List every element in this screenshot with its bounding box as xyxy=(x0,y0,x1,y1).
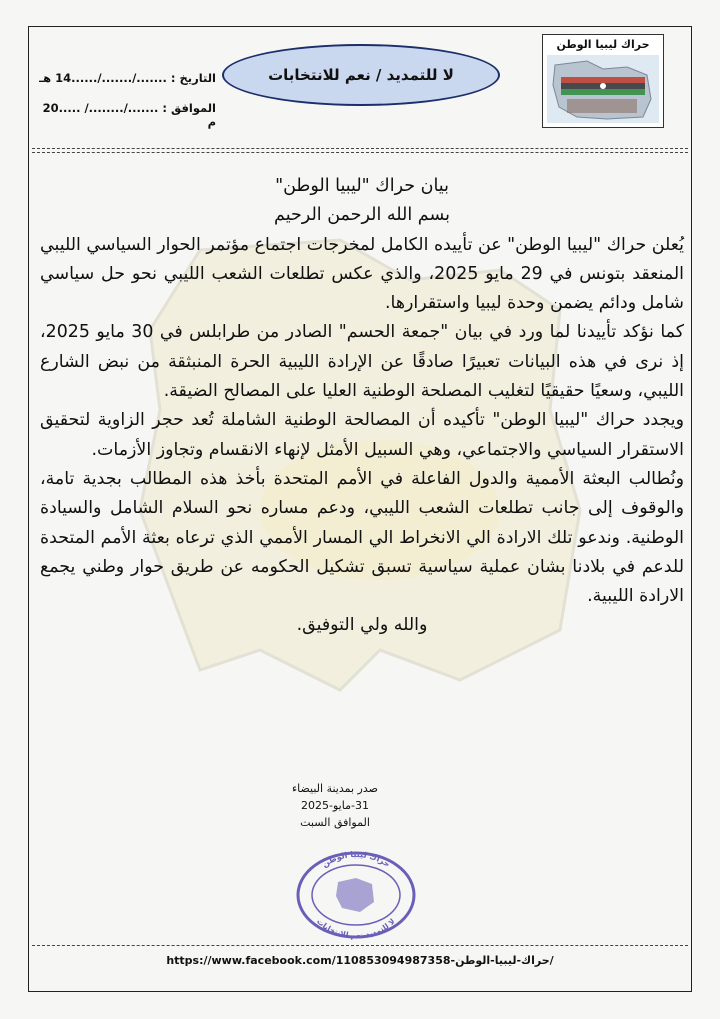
header-divider xyxy=(32,148,688,149)
issuance-details xyxy=(250,780,420,831)
paragraph-3: ويجدد حراك "ليبيا الوطن" تأكيده أن المصالحة الوطنية الشاملة تُعد حجر الزاوية لتحقيق الاستقرار السياسي والاجتماعي، وهي السبيل الأمثل لإنهاء الانقسام وتجاوز الأزمات. xyxy=(40,410,684,460)
slogan-text: لا للتمديد / نعم للانتخابات xyxy=(268,66,454,84)
movement-logo xyxy=(542,34,664,128)
facebook-link[interactable]: https://www.facebook.com/110853094987358-حراك-ليبيا-الوطن/ xyxy=(166,954,554,967)
slogan-oval xyxy=(222,44,500,106)
svg-text:حراك ليبيا الوطن: حراك ليبيا الوطن xyxy=(320,850,392,870)
paragraph-4: ونُطالب البعثة الأممية والدول الفاعلة في الأمم المتحدة بأخذ هذه المطالب بجدية تامة، والوقوف إلى جانب تطلعات الشعب الليبي، ودعم مساره نحو السلام الشامل والسيادة الوطنية. وندعو تلك الارادة الي الانخراط الي المسار الأممي الذي ترعاه بعثة الأمم المتحدة للدعم في بلادنا بشان عملية سياسية تسبق تشكيل الحكومه عن طريق حوار وطني يجمع الارادة الليبية. xyxy=(40,468,684,607)
header-divider-second xyxy=(32,152,688,153)
logo-title: حراك ليبيا الوطن xyxy=(556,38,650,51)
paragraph-1: يُعلن حراك "ليبيا الوطن" عن تأييده الكامل لمخرجات اجتماع مؤتمر الحوار السياسي الليبي المنعقد بتونس في 29 مايو 2025، والذي عكس تطلعات الشعب الليبي نحو حل سياسي شامل ودائم يضمن وحدة ليبيا واستقرارها. xyxy=(40,234,685,314)
date-hijri: التاريخ : ......./......./......14 هـ xyxy=(39,71,216,85)
official-stamp-icon xyxy=(294,850,418,940)
issued-day: الموافق السبت xyxy=(300,816,370,829)
statement-body xyxy=(40,172,684,641)
issued-place: صدر بمدينة البيضاء xyxy=(291,782,378,795)
libya-map-logo-icon xyxy=(547,55,659,123)
issued-date: 31-مايو-2025 xyxy=(301,799,369,812)
paragraph-2: كما نؤكد تأييدنا لما ورد في بيان "جمعة الحسم" الصادر من طرابلس في 30 مايو 2025، إذ نرى في هذه البيانات تعبيرًا صادقًا عن الإرادة الليبية الحرة المنبثقة من نبض الشارع الليبي، وسعيًا حقيقيًا لتغليب المصلحة الوطنية العليا على المصالح الضيقة. xyxy=(40,322,684,402)
date-gregorian: الموافق : ......./......../ .....20 م xyxy=(42,101,216,129)
statement-title: بيان حراك "ليبيا الوطن" xyxy=(275,176,449,196)
basmala: بسم الله الرحمن الرحيم xyxy=(274,205,450,226)
closing-line: والله ولي التوفيق. xyxy=(296,615,428,636)
footer-divider xyxy=(32,945,688,946)
svg-text:لا للتمديد نعم للانتخابات: لا للتمديد نعم للانتخابات xyxy=(315,916,397,940)
